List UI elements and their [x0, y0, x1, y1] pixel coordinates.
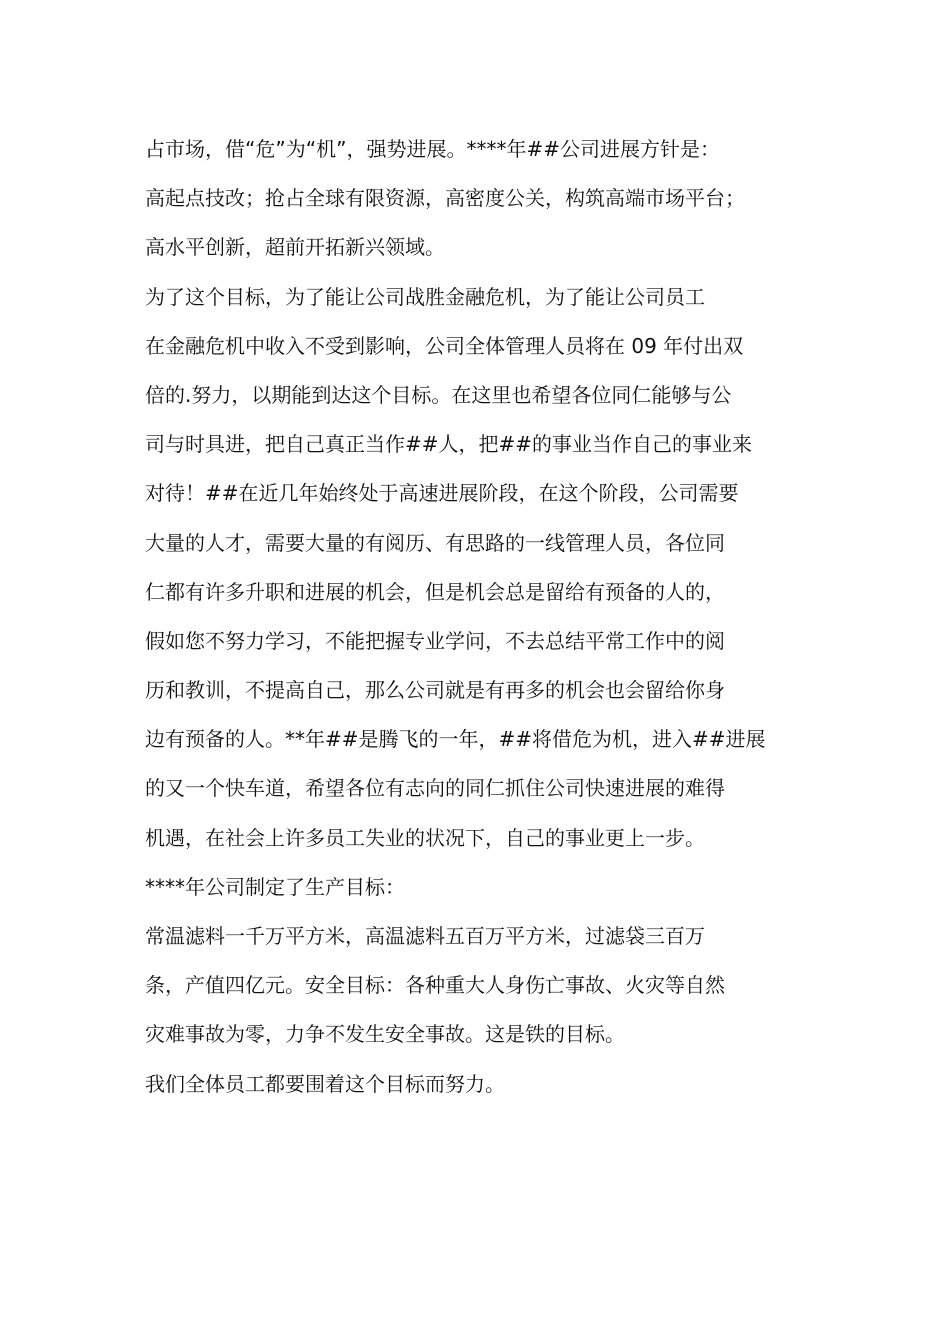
document-body	[145, 125, 815, 1109]
text-line: 我们全体员工都要围着这个目标而努力。	[145, 1071, 505, 1096]
text-line: 高水平创新，超前开拓新兴领域。	[145, 235, 445, 260]
text-line: 的又一个快车道，希望各位有志向的同仁抓住公司快速进展的难得	[145, 776, 725, 801]
text-line: 高起点技改；抢占全球有限资源，高密度公关，构筑高端市场平台；	[145, 186, 745, 211]
text-line: 在金融危机中收入不受到影响，公司全体管理人员将在 09 年付出双	[145, 333, 744, 358]
text-line: 假如您不努力学习，不能把握专业学问，不去总结平常工作中的阅	[145, 628, 725, 653]
text-line: ****年公司制定了生产目标：	[145, 874, 405, 899]
text-line: 大量的人才，需要大量的有阅历、有思路的一线管理人员，各位同	[145, 530, 725, 555]
text-line: 条，产值四亿元。安全目标：各种重大人身伤亡事故、火灾等自然	[145, 973, 725, 998]
text-line: 灾难事故为零，力争不发生安全事故。这是铁的目标。	[145, 1022, 625, 1047]
text-line: 倍的.努力，以期能到达这个目标。在这里也希望各位同仁能够与公	[145, 382, 732, 407]
text-line: 占市场，借“危”为“机”，强势进展。****年##公司进展方针是：	[145, 137, 720, 161]
text-line: 历和教训，不提高自己，那么公司就是有再多的机会也会留给你身	[145, 678, 725, 703]
text-line: 为了这个目标，为了能让公司战胜金融危机，为了能让公司员工	[145, 284, 705, 309]
text-line: 边有预备的人。**年##是腾飞的一年，##将借危为机，进入##进展	[145, 727, 766, 752]
text-line: 司与时具进，把自己真正当作##人，把##的事业当作自己的事业来	[145, 432, 753, 457]
text-line: 常温滤料一千万平方米，高温滤料五百万平方米，过滤袋三百万	[145, 924, 705, 948]
text-line: 对待！##在近几年始终处于高速进展阶段，在这个阶段，公司需要	[145, 481, 739, 506]
text-line: 仁都有许多升职和进展的机会，但是机会总是留给有预备的人的，	[145, 579, 725, 604]
text-line: 机遇，在社会上许多员工失业的状况下，自己的事业更上一步。	[145, 825, 705, 850]
